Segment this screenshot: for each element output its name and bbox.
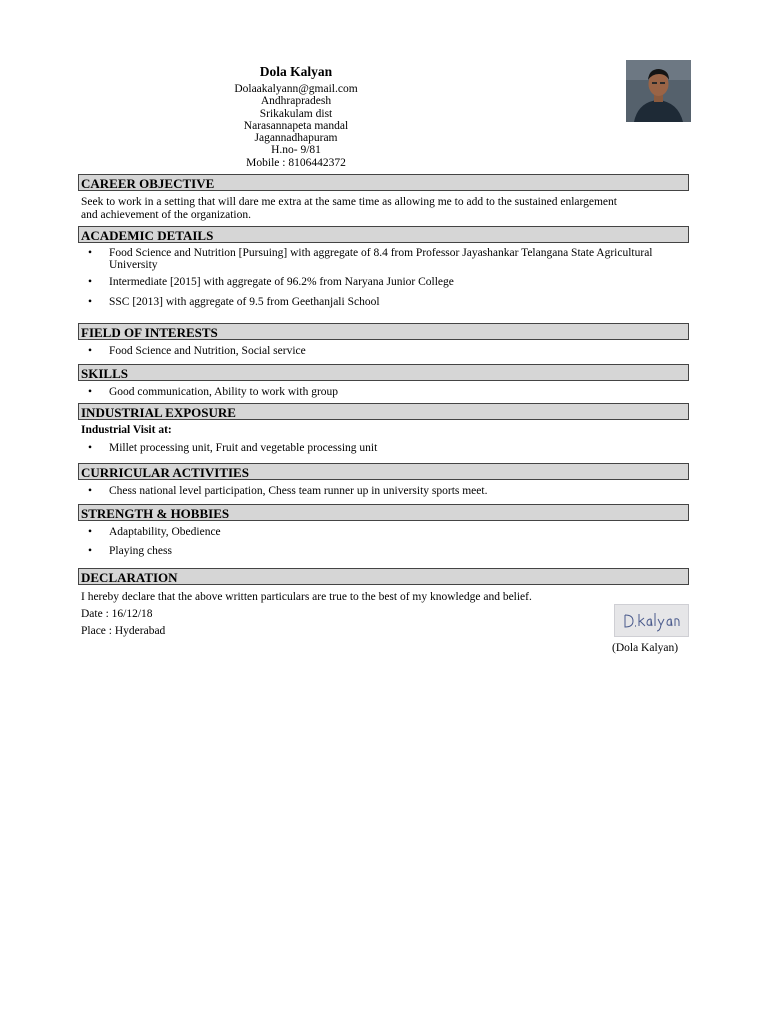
mobile-text: Mobile : 8106442372: [246, 156, 346, 169]
career-objective-line-2: and achievement of the organization.: [81, 208, 251, 221]
strength-hobbies-heading: STRENGTH & HOBBIES: [78, 504, 689, 521]
career-objective-heading: CAREER OBJECTIVE: [78, 174, 689, 191]
candidate-name: Dola Kalyan: [259, 64, 333, 79]
bullet-icon: •: [88, 386, 93, 398]
industrial-exposure-heading: INDUSTRIAL EXPOSURE: [78, 403, 689, 420]
skills-heading: SKILLS: [78, 364, 689, 381]
declaration-text: I hereby declare that the above written particulars are true to the best of my knowledge and belief.: [81, 591, 532, 603]
strength-text: Adaptability, Obedience: [109, 526, 221, 538]
skills-text: Good communication, Ability to work with group: [109, 386, 339, 398]
email-text: Dolaakalyann@gmail.com: [234, 83, 358, 95]
bullet-icon: •: [88, 485, 93, 497]
curricular-text: Chess national level participation, Chess team runner up in university sports meet.: [109, 485, 488, 497]
signature-image: [614, 604, 689, 637]
mandal-text: Narasannapeta mandal: [243, 119, 349, 132]
profile-photo: [626, 60, 691, 122]
state-text: Andhrapradesh: [260, 95, 332, 108]
interests-text: Food Science and Nutrition, Social service: [109, 345, 306, 357]
bullet-icon: •: [88, 526, 93, 538]
academic-ssc-text: SSC [2013] with aggregate of 9.5 from Geethanjali School: [109, 296, 380, 308]
bullet-icon: •: [88, 296, 93, 308]
declaration-place: Place : Hyderabad: [81, 625, 166, 637]
district-text: Srikakulam dist: [259, 107, 333, 120]
house-number-text: H.no- 9/81: [271, 144, 321, 157]
declaration-heading: DECLARATION: [78, 568, 689, 585]
field-of-interests-heading: FIELD OF INTERESTS: [78, 323, 689, 340]
bullet-icon: •: [88, 345, 93, 357]
hobby-text: Playing chess: [109, 545, 172, 557]
academic-degree-text: Food Science and Nutrition [Pursuing] with aggregate of 8.4 from Professor Jayashankar Telangana State Agricultural University: [109, 247, 653, 271]
academic-intermediate-text: Intermediate [2015] with aggregate of 96.2% from Naryana Junior College: [109, 276, 454, 288]
contact-header: [196, 64, 396, 169]
curricular-activities-heading: CURRICULAR ACTIVITIES: [78, 463, 689, 480]
village-text: Jagannadhapuram: [254, 132, 338, 145]
declaration-date: Date : 16/12/18: [81, 608, 153, 620]
bullet-icon: •: [88, 276, 93, 288]
bullet-icon: •: [88, 247, 93, 259]
industrial-visit-subheading: Industrial Visit at:: [81, 424, 172, 436]
career-objective-text: [81, 196, 689, 221]
bullet-icon: •: [88, 442, 93, 454]
academic-details-heading: ACADEMIC DETAILS: [78, 226, 689, 243]
signatory-name: (Dola Kalyan): [612, 642, 679, 654]
bullet-icon: •: [88, 545, 93, 557]
industrial-visit-text: Millet processing unit, Fruit and vegetable processing unit: [109, 442, 378, 454]
career-objective-line-1: Seek to work in a setting that will dare me extra at the same time as allowing me to add to the sustained enlargement: [81, 196, 617, 208]
